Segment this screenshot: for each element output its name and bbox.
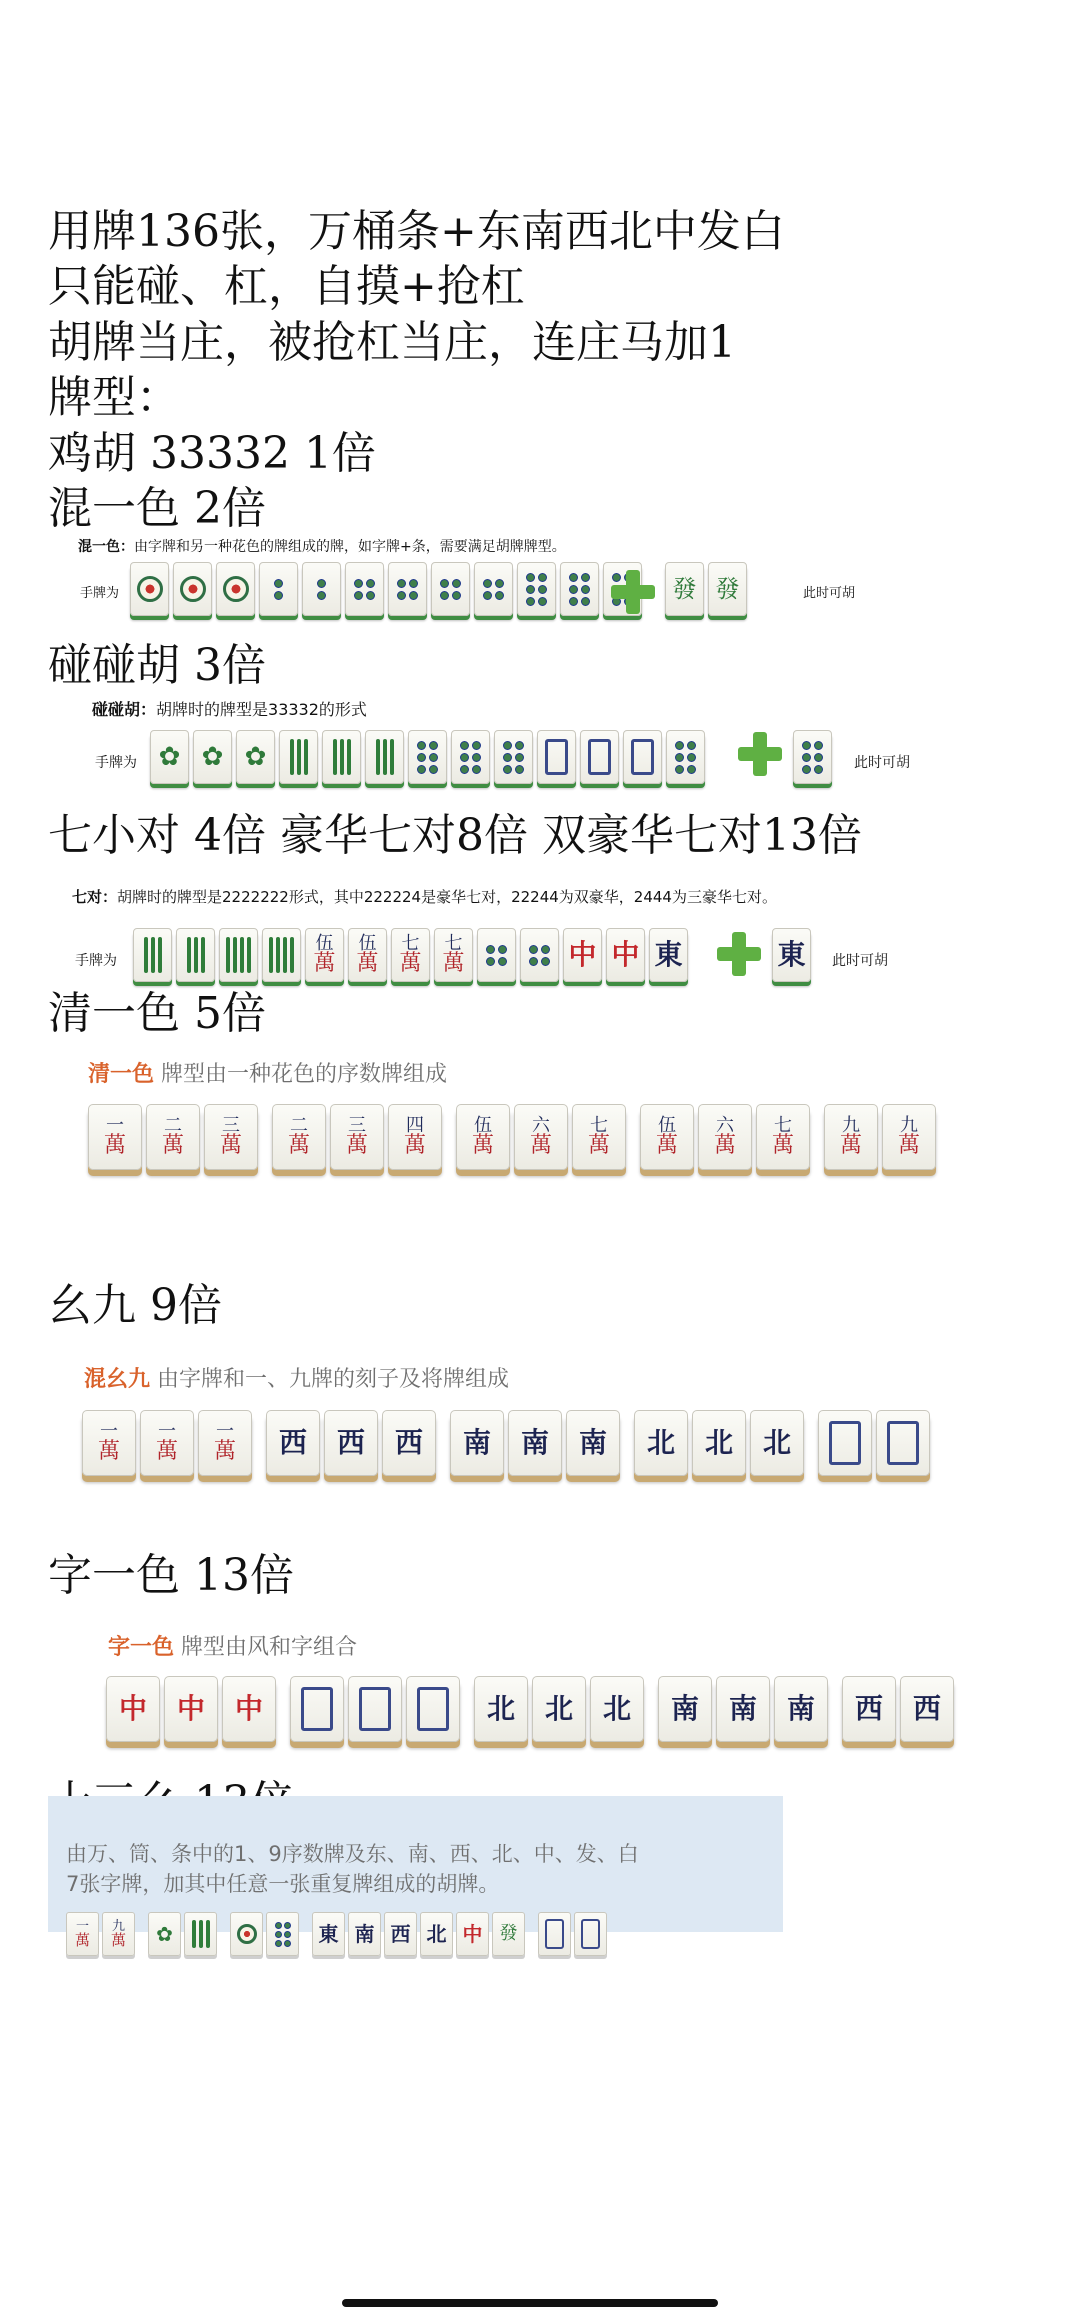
- mahjong-tile: 南: [774, 1676, 828, 1742]
- pengpeng-caption-term: 碰碰胡：: [92, 700, 157, 719]
- qingyise-caption-term: 清一色: [88, 1062, 155, 1087]
- mahjong-tile: 西: [384, 1912, 417, 1956]
- mahjong-tile: 西: [324, 1410, 378, 1476]
- mahjong-tile: [451, 730, 490, 784]
- qidui-result: 此时可胡: [832, 953, 888, 969]
- hunyise-tile-row: [130, 562, 646, 616]
- hunyise-caption: [78, 536, 566, 556]
- hunyise-extra-tiles: [665, 562, 751, 616]
- mahjong-tile: [666, 730, 705, 784]
- mahjong-tile: 中: [606, 928, 645, 982]
- qidui-caption: [72, 886, 777, 907]
- ziyise-caption-term: 字一色: [108, 1635, 175, 1660]
- yaojiu-caption-term: 混幺九: [84, 1367, 151, 1392]
- mahjong-tile: 西: [900, 1676, 954, 1742]
- mahjong-tile: 中: [563, 928, 602, 982]
- plus-icon: [738, 732, 782, 776]
- mahjong-tile: 一 萬: [88, 1104, 142, 1170]
- hunyise-caption-term: 混一色：: [78, 539, 134, 555]
- mahjong-tile: 伍 萬: [640, 1104, 694, 1170]
- mahjong-tile: [184, 1912, 217, 1956]
- rule-line-hand-types: 牌型：: [48, 372, 180, 423]
- mahjong-tile: 北: [634, 1410, 688, 1476]
- ziyise-caption-text: 牌型由风和字组合: [181, 1635, 358, 1660]
- mahjong-tile: 發: [492, 1912, 525, 1956]
- qidui-draw-tile: [772, 928, 815, 982]
- hand-title-yaojiu: 幺九 9倍: [48, 1280, 222, 1331]
- ziyise-tile-row: [106, 1676, 958, 1742]
- mahjong-tile: 北: [532, 1676, 586, 1742]
- mahjong-tile: 七 萬: [434, 928, 473, 982]
- mahjong-tile: [517, 562, 556, 616]
- shisanyao-caption-line2: 7张字牌，加其中任意一张重复牌组成的胡牌。: [66, 1872, 500, 1896]
- mahjong-tile: 南: [508, 1410, 562, 1476]
- pengpeng-tile-row: [150, 730, 709, 784]
- mahjong-tile: 發: [708, 562, 747, 616]
- mahjong-tile: 一 萬: [198, 1410, 252, 1476]
- hand-title-hunyise: 混一色 2倍: [48, 483, 266, 534]
- mahjong-tile: [431, 562, 470, 616]
- hunyise-caption-text: 由字牌和另一种花色的牌组成的牌，如字牌+条，需要满足胡牌牌型。: [134, 539, 566, 555]
- mahjong-tile: [173, 562, 212, 616]
- yaojiu-caption-text: 由字牌和一、九牌的刻子及将牌组成: [157, 1367, 510, 1392]
- mahjong-tile: 九 萬: [882, 1104, 936, 1170]
- hand-title-qingyise: 清一色 5倍: [48, 988, 266, 1039]
- mahjong-tile: [262, 928, 301, 982]
- mahjong-tile: 北: [692, 1410, 746, 1476]
- mahjong-tile: [538, 1912, 571, 1956]
- ziyise-caption: [108, 1630, 357, 1661]
- mahjong-tile: 中: [164, 1676, 218, 1742]
- mahjong-tile: [219, 928, 258, 982]
- mahjong-tile: [216, 562, 255, 616]
- mahjong-tile: [388, 562, 427, 616]
- mahjong-tile: 南: [658, 1676, 712, 1742]
- mahjong-tile: 北: [420, 1912, 453, 1956]
- plus-icon: [611, 570, 655, 614]
- mahjong-tile: [474, 562, 513, 616]
- mahjong-tile: [574, 1912, 607, 1956]
- shisanyao-caption-line1: 由万、筒、条中的1、9序数牌及东、南、西、北、中、发、白: [66, 1842, 639, 1866]
- mahjong-tile: 伍 萬: [456, 1104, 510, 1170]
- mahjong-tile: [345, 562, 384, 616]
- mahjong-tile: 中: [222, 1676, 276, 1742]
- pengpeng-draw-tile: [793, 730, 836, 784]
- mahjong-tile: [580, 730, 619, 784]
- mahjong-tile: 一 萬: [66, 1912, 99, 1956]
- mahjong-tile: [623, 730, 662, 784]
- mahjong-tile: 南: [348, 1912, 381, 1956]
- hunyise-result: 此时可胡: [803, 586, 856, 601]
- mahjong-tile: [537, 730, 576, 784]
- mahjong-tile: [302, 562, 341, 616]
- mahjong-tile: 中: [106, 1676, 160, 1742]
- home-indicator[interactable]: [342, 2299, 718, 2307]
- mahjong-tile: [560, 562, 599, 616]
- mahjong-tile: 中: [456, 1912, 489, 1956]
- pengpeng-caption: [92, 697, 367, 720]
- pengpeng-result: 此时可胡: [854, 755, 910, 771]
- mahjong-tile: [130, 562, 169, 616]
- mahjong-tile: 發: [665, 562, 704, 616]
- yaojiu-tile-row: [82, 1410, 934, 1476]
- mahjong-tile: 伍 萬: [348, 928, 387, 982]
- mahjong-tile: 伍 萬: [305, 928, 344, 982]
- mahjong-tile: [494, 730, 533, 784]
- mahjong-tile: [322, 730, 361, 784]
- hand-title-ziyise: 字一色 13倍: [48, 1550, 294, 1601]
- hand-title-qidui: 七小对 4倍 豪华七对8倍 双豪华七对13倍: [48, 810, 862, 861]
- shisanyao-tile-row: [66, 1912, 610, 1956]
- mahjong-tile: 二 萬: [146, 1104, 200, 1170]
- mahjong-tile: 南: [716, 1676, 770, 1742]
- mahjong-tile: ✿: [148, 1912, 181, 1956]
- mahjong-tile: 七 萬: [391, 928, 430, 982]
- pengpeng-hand-label: 手牌为: [95, 755, 137, 771]
- mahjong-tile: 南: [566, 1410, 620, 1476]
- plus-icon: [717, 932, 761, 976]
- mahjong-tile: [279, 730, 318, 784]
- mahjong-tile: [230, 1912, 263, 1956]
- mahjong-tile: [259, 562, 298, 616]
- rule-line-tiles: 用牌136张，万桶条+东南西北中发白: [48, 206, 785, 257]
- mahjong-tile: [876, 1410, 930, 1476]
- mahjong-tile: 西: [266, 1410, 320, 1476]
- qidui-hand-label: 手牌为: [75, 953, 117, 969]
- qingyise-caption: [88, 1057, 447, 1088]
- mahjong-tile: 九 萬: [824, 1104, 878, 1170]
- mahjong-tile: 南: [450, 1410, 504, 1476]
- mahjong-tile: 一 萬: [140, 1410, 194, 1476]
- mahjong-tile: [290, 1676, 344, 1742]
- mahjong-tile: 一 萬: [82, 1410, 136, 1476]
- rule-line-dealer: 胡牌当庄，被抢杠当庄，连庄马加1: [48, 317, 736, 368]
- mahjong-tile: 七 萬: [572, 1104, 626, 1170]
- mahjong-tile: [477, 928, 516, 982]
- mahjong-tile: ✿: [150, 730, 189, 784]
- qingyise-tile-row: [88, 1104, 940, 1170]
- qidui-caption-term: 七对：: [72, 888, 118, 906]
- mahjong-tile: 九 萬: [102, 1912, 135, 1956]
- mahjong-tile: 六 萬: [514, 1104, 568, 1170]
- mahjong-tile: 北: [474, 1676, 528, 1742]
- hunyise-hand-label: 手牌为: [80, 586, 120, 601]
- mahjong-tile: 三 萬: [204, 1104, 258, 1170]
- hand-title-jihu: 鸡胡 33332 1倍: [48, 428, 376, 479]
- mahjong-tile: ✿: [236, 730, 275, 784]
- mahjong-tile: [365, 730, 404, 784]
- mahjong-tile: 東: [772, 928, 811, 982]
- mahjong-tile: 西: [842, 1676, 896, 1742]
- qidui-tile-row: [133, 928, 692, 982]
- mahjong-tile: [793, 730, 832, 784]
- rule-line-actions: 只能碰、杠，自摸+抢杠: [48, 261, 525, 312]
- mahjong-tile: [133, 928, 172, 982]
- mahjong-tile: 四 萬: [388, 1104, 442, 1170]
- mahjong-tile: 東: [312, 1912, 345, 1956]
- mahjong-tile: 北: [750, 1410, 804, 1476]
- qidui-caption-text: 胡牌时的牌型是2222222形式，其中222224是豪华七对，22244为双豪华，2444为三豪华七对。: [117, 888, 777, 906]
- mahjong-tile: [520, 928, 559, 982]
- mahjong-tile: [818, 1410, 872, 1476]
- mahjong-tile: ✿: [193, 730, 232, 784]
- yaojiu-caption: [84, 1362, 509, 1393]
- pengpeng-caption-text: 胡牌时的牌型是33332的形式: [156, 700, 367, 719]
- mahjong-tile: 東: [649, 928, 688, 982]
- mahjong-tile: [176, 928, 215, 982]
- mahjong-tile: [266, 1912, 299, 1956]
- mahjong-tile: 七 萬: [756, 1104, 810, 1170]
- mahjong-tile: [406, 1676, 460, 1742]
- mahjong-tile: [408, 730, 447, 784]
- mahjong-tile: 西: [382, 1410, 436, 1476]
- mahjong-tile: 二 萬: [272, 1104, 326, 1170]
- qingyise-caption-text: 牌型由一种花色的序数牌组成: [161, 1062, 448, 1087]
- hand-title-pengpeng: 碰碰胡 3倍: [48, 640, 266, 691]
- mahjong-tile: 北: [590, 1676, 644, 1742]
- mahjong-tile: 三 萬: [330, 1104, 384, 1170]
- mahjong-tile: 六 萬: [698, 1104, 752, 1170]
- mahjong-tile: [348, 1676, 402, 1742]
